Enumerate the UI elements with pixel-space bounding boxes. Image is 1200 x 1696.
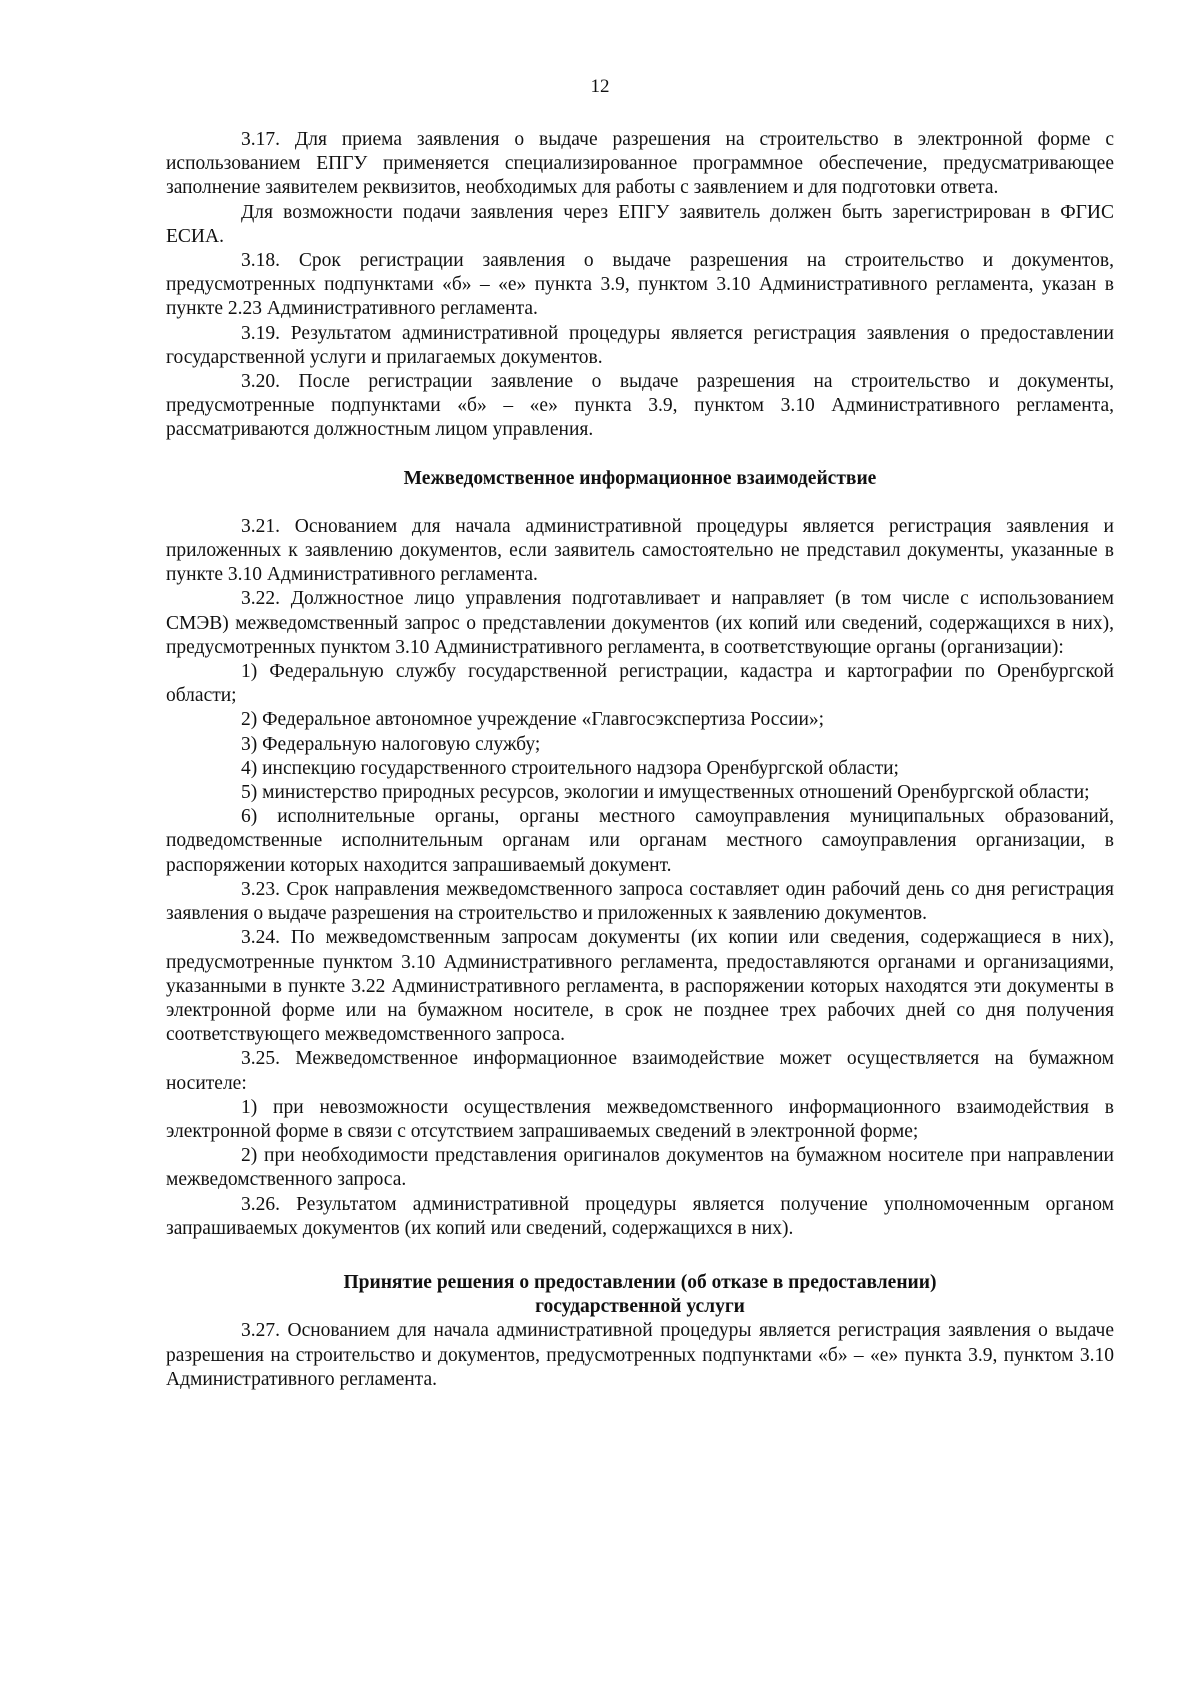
section-heading-interagency: Межведомственное информационное взаимодействие bbox=[403, 467, 877, 489]
page-number: 12 bbox=[590, 76, 610, 97]
list-item-3: 3) Федеральную налоговую службу; bbox=[241, 733, 541, 755]
list-item-1: 1) Федеральную службу государственной регистрации, кадастра и картографии по Оренбургской области; bbox=[166, 661, 1114, 707]
document-body bbox=[166, 128, 1114, 1392]
list-item-5: 5) министерство природных ресурсов, экологии и имущественных отношений Оренбургской области; bbox=[241, 782, 1090, 804]
section-heading-decision-line2: государственной услуги bbox=[535, 1296, 745, 1318]
paragraph-3-26: 3.26. Результатом административной процедуры является получение уполномоченным органом запрашиваемых документов (их копий или сведений, содержащихся в них). bbox=[166, 1193, 1114, 1239]
paragraph-3-19: 3.19. Результатом административной процедуры является регистрация заявления о предоставлении государственной услуги и прилагаемых документов. bbox=[166, 322, 1114, 368]
paragraph-3-21: 3.21. Основанием для начала административной процедуры является регистрация заявления и приложенных к заявлению документов, если заявитель самостоятельно не представил документы, указанные в пункте 3.10 Административного регламента. bbox=[166, 515, 1114, 586]
list-item-25-1: 1) при невозможности осуществления межведомственного информационного взаимодействия в электронной форме в связи с отсутствием запрашиваемых сведений в электронной форме; bbox=[166, 1096, 1114, 1142]
list-item-2: 2) Федеральное автономное учреждение «Главгосэкспертиза России»; bbox=[241, 709, 825, 731]
section-heading-decision-line1: Принятие решения о предоставлении (об отказе в предоставлении) bbox=[343, 1271, 937, 1293]
paragraph-3-17-registration: Для возможности подачи заявления через ЕПГУ заявитель должен быть зарегистрирован в ФГИС ЕСИА. bbox=[166, 201, 1114, 247]
paragraph-3-27: 3.27. Основанием для начала административной процедуры является регистрация заявления о выдаче разрешения на строительство и документов, предусмотренных подпунктами «б» – «е» пункта 3.9, пунктом 3.10 Административного регламента. bbox=[166, 1320, 1114, 1390]
paragraph-3-25: 3.25. Межведомственное информационное взаимодействие может осуществляется на бумажном носителе: bbox=[166, 1048, 1114, 1094]
paragraph-3-22: 3.22. Должностное лицо управления подготавливает и направляет (в том числе с использованием СМЭВ) межведомственный запрос о представлении документов (их копий или сведений, содержащихся в них), предусмотренных пунктом 3.10 Административного регламента, в соответствующие органы (организации): bbox=[166, 588, 1114, 658]
paragraph-3-23: 3.23. Срок направления межведомственного запроса составляет один рабочий день со дня регистрация заявления о выдаче разрешения на строительство и приложенных к заявлению документов. bbox=[166, 878, 1114, 925]
paragraph-3-18: 3.18. Срок регистрации заявления о выдаче разрешения на строительство и документов, предусмотренных подпунктами «б» – «е» пункта 3.9, пунктом 3.10 Административного регламента, указан в пункте 2.23 Административного регламента. bbox=[166, 250, 1114, 320]
list-item-4: 4) инспекцию государственного строительного надзора Оренбургской области; bbox=[241, 757, 899, 779]
section-heading-decision bbox=[166, 1271, 1114, 1319]
paragraph-3-20: 3.20. После регистрации заявление о выдаче разрешения на строительство и документы, предусмотренные подпунктами «б» – «е» пункта 3.9, пунктом 3.10 Административного регламента, рассматриваются должностным лицом управления. bbox=[166, 371, 1114, 441]
paragraph-3-24: 3.24. По межведомственным запросам документы (их копии или сведения, содержащиеся в них), предусмотренные пунктом 3.10 Административного регламента, предоставляются органами и организациями, указанными в пункте 3.22 Административного регламента, в распоряжении которых находятся эти документы в электронной форме или на бумажном носителе, в срок не позднее трех рабочих дней со дня получения соответствующего межведомственного запроса. bbox=[166, 927, 1114, 1046]
paragraph-3-17: 3.17. Для приема заявления о выдаче разрешения на строительство в электронной форме с использованием ЕПГУ применяется специализированное программное обеспечение, предусматривающее заполнение заявителем реквизитов, необходимых для работы с заявлением и для подготовки ответа. bbox=[166, 129, 1114, 199]
list-item-6: 6) исполнительные органы, органы местного самоуправления муниципальных образований, подведомственные исполнительным органам или органам местного самоуправления организации, в распоряжении которых находится запрашиваемый документ. bbox=[166, 806, 1114, 876]
list-item-25-2: 2) при необходимости представления оригиналов документов на бумажном носителе при направлении межведомственного запроса. bbox=[166, 1145, 1114, 1191]
